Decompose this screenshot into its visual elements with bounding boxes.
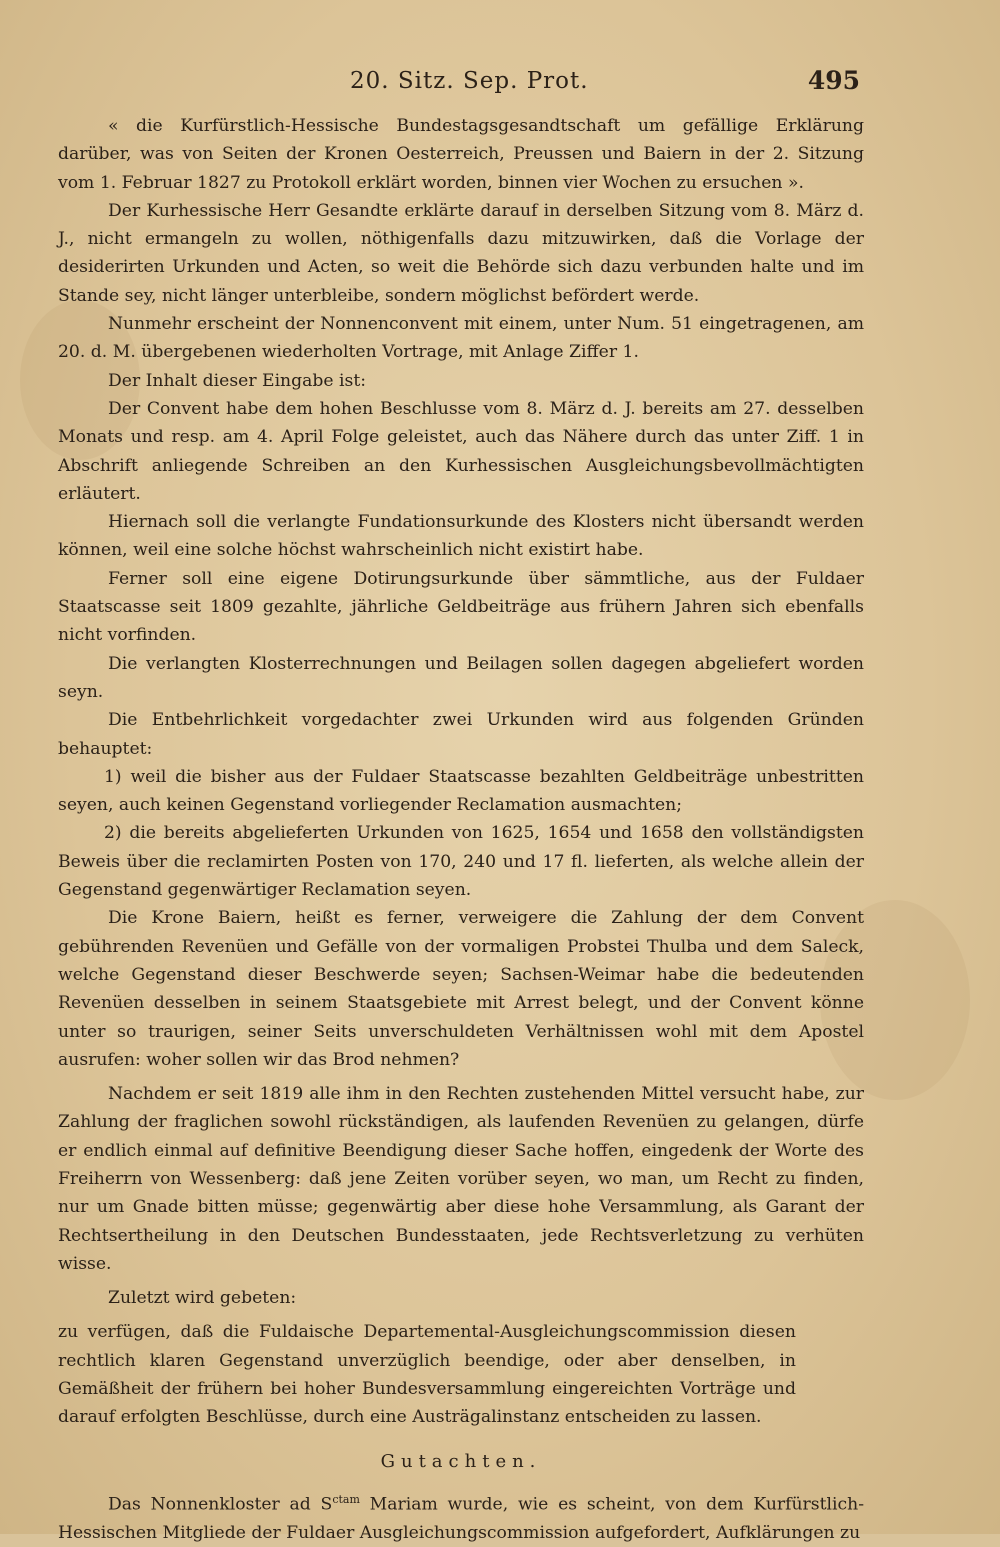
final-text-start: Das Nonnenkloster ad S — [108, 1494, 333, 1515]
paragraph: Nunmehr erscheint der Nonnenconvent mit einem, unter Num. 51 eingetragenen, am 20. d. M. übergebenen wiederholten Vortrage, mit Anlage Ziffer 1. — [58, 314, 864, 363]
paragraph: Zuletzt wird gebeten: — [108, 1288, 297, 1309]
paragraph: « die Kurfürstlich-Hessische Bundestagsgesandtschaft um gefällige Erklärung darüber, was von Seiten der Kronen Oesterreich, Preussen und Baiern in der 2. Sitzung vom 1. Februar 1827 zu Protokoll erklärt worden, binnen vier Wochen zu ersuchen ». — [58, 116, 864, 193]
paragraph: Die verlangten Klosterrechnungen und Beilagen sollen dagegen abgeliefert worden seyn. — [58, 653, 864, 702]
final-paragraph — [58, 1486, 864, 1547]
paragraph: Ferner soll eine eigene Dotirungsurkunde über sämmtliche, aus der Fuldaer Staatscasse seit 1809 gezahlte, jährliche Geldbeiträge aus frühern Jahren sich ebenfalls nicht vorfinden. — [58, 568, 864, 646]
page-header — [60, 66, 860, 100]
section-title: Gutachten. — [380, 1450, 542, 1472]
paragraph: Der Inhalt dieser Eingabe ist: — [108, 370, 367, 391]
superscript-abbreviation: ctam — [332, 1492, 360, 1506]
paragraph: Die Entbehrlichkeit vorgedachter zwei Urkunden wird aus folgenden Gründen behauptet: — [58, 710, 864, 759]
running-head: 20. Sitz. Sep. Prot. — [350, 68, 589, 94]
paragraph: Nachdem er seit 1819 alle ihm in den Rechten zustehenden Mittel versucht habe, zur Zahlung der fraglichen sowohl rückständigen, als laufenden Revenüen zu gelangen, dürfe er endlich einmal auf definitive Beendigung dieser Sache hoffen, eingedenk der Worte des Freiherrn von Wessenberg: daß jene Zeiten vorüber seyen, wo man, um Recht zu finden, nur um Gnade bitten müsse; gegenwärtig aber diese hohe Versammlung, als Garant der Rechtsertheilung in den Deutschen Bundesstaaten, jede Rechtsverletzung zu verhüten wisse. — [58, 1084, 864, 1274]
page-number: 495 — [807, 66, 860, 95]
paragraph: Hiernach soll die verlangte Fundationsurkunde des Klosters nicht übersandt werden können, weil eine solche höchst wahrscheinlich nicht existirt habe. — [58, 512, 864, 561]
request-paragraph: zu verfügen, daß die Fuldaische Departemental-Ausgleichungscommission diesen rechtlich klaren Gegenstand unverzüglich beendige, oder aber denselben, in Gemäßheit der frühern bei hoher Bundesversammlung eingereichten Vorträge und darauf erfolgten Beschlüsse, durch eine Austrägalinstanz entscheiden zu lassen. — [58, 1322, 796, 1428]
paragraph: Die Krone Baiern, heißt es ferner, verweigere die Zahlung der dem Convent gebührenden Revenüen und Gefälle von der vormaligen Probstei Thulba und dem Saleck, welche Gegenstand dieser Beschwerde seyen; Sachsen-Weimar habe die bedeutenden Revenüen desselben in seinem Staatsgebiete mit Arrest belegt, und der Convent könne unter so traurigen, seiner Seits unverschuldeten Verhältnissen wohl mit dem Apostel ausrufen: woher sollen wir das Brod nehmen? — [58, 908, 864, 1070]
list-item: 1) weil die bisher aus der Fuldaer Staatscasse bezahlten Geldbeiträge unbestritten seyen, auch keinen Gegenstand vorliegender Reclamation ausmachten; — [58, 766, 864, 816]
final-text-end: Mariam wurde, wie es scheint, von dem Kurfürstlich-Hessischen Mitgliede der Fuldaer Ausgleichungscommission aufgefordert, Aufklärungen zu — [58, 1494, 864, 1543]
numbered-list — [58, 763, 864, 904]
page-body — [58, 112, 864, 1547]
list-item: 2) die bereits abgelieferten Urkunden von 1625, 1654 und 1658 den vollständigsten Beweis über die reclamirten Posten von 170, 240 und 17 fl. lieferten, als welche allein der Gegenstand gegenwärtiger Reclamation seyen. — [58, 823, 864, 901]
paragraph: Der Convent habe dem hohen Beschlusse vom 8. März d. J. bereits am 27. desselben Monats und resp. am 4. April Folge geleistet, auch das Nähere durch das unter Ziff. 1 in Abschrift anliegende Schreiben an den Kurhessischen Ausgleichungsbevollmächtigten erläutert. — [58, 398, 864, 504]
paragraph: Der Kurhessische Herr Gesandte erklärte darauf in derselben Sitzung vom 8. März d. J., nicht ermangeln zu wollen, nöthigenfalls dazu mitzuwirken, daß die Vorlage der desiderirten Urkunden und Acten, so weit die Behörde sich dazu verbunden halte und im Stande sey, nicht länger unterbleibe, sondern möglichst befördert werde. — [58, 200, 864, 306]
